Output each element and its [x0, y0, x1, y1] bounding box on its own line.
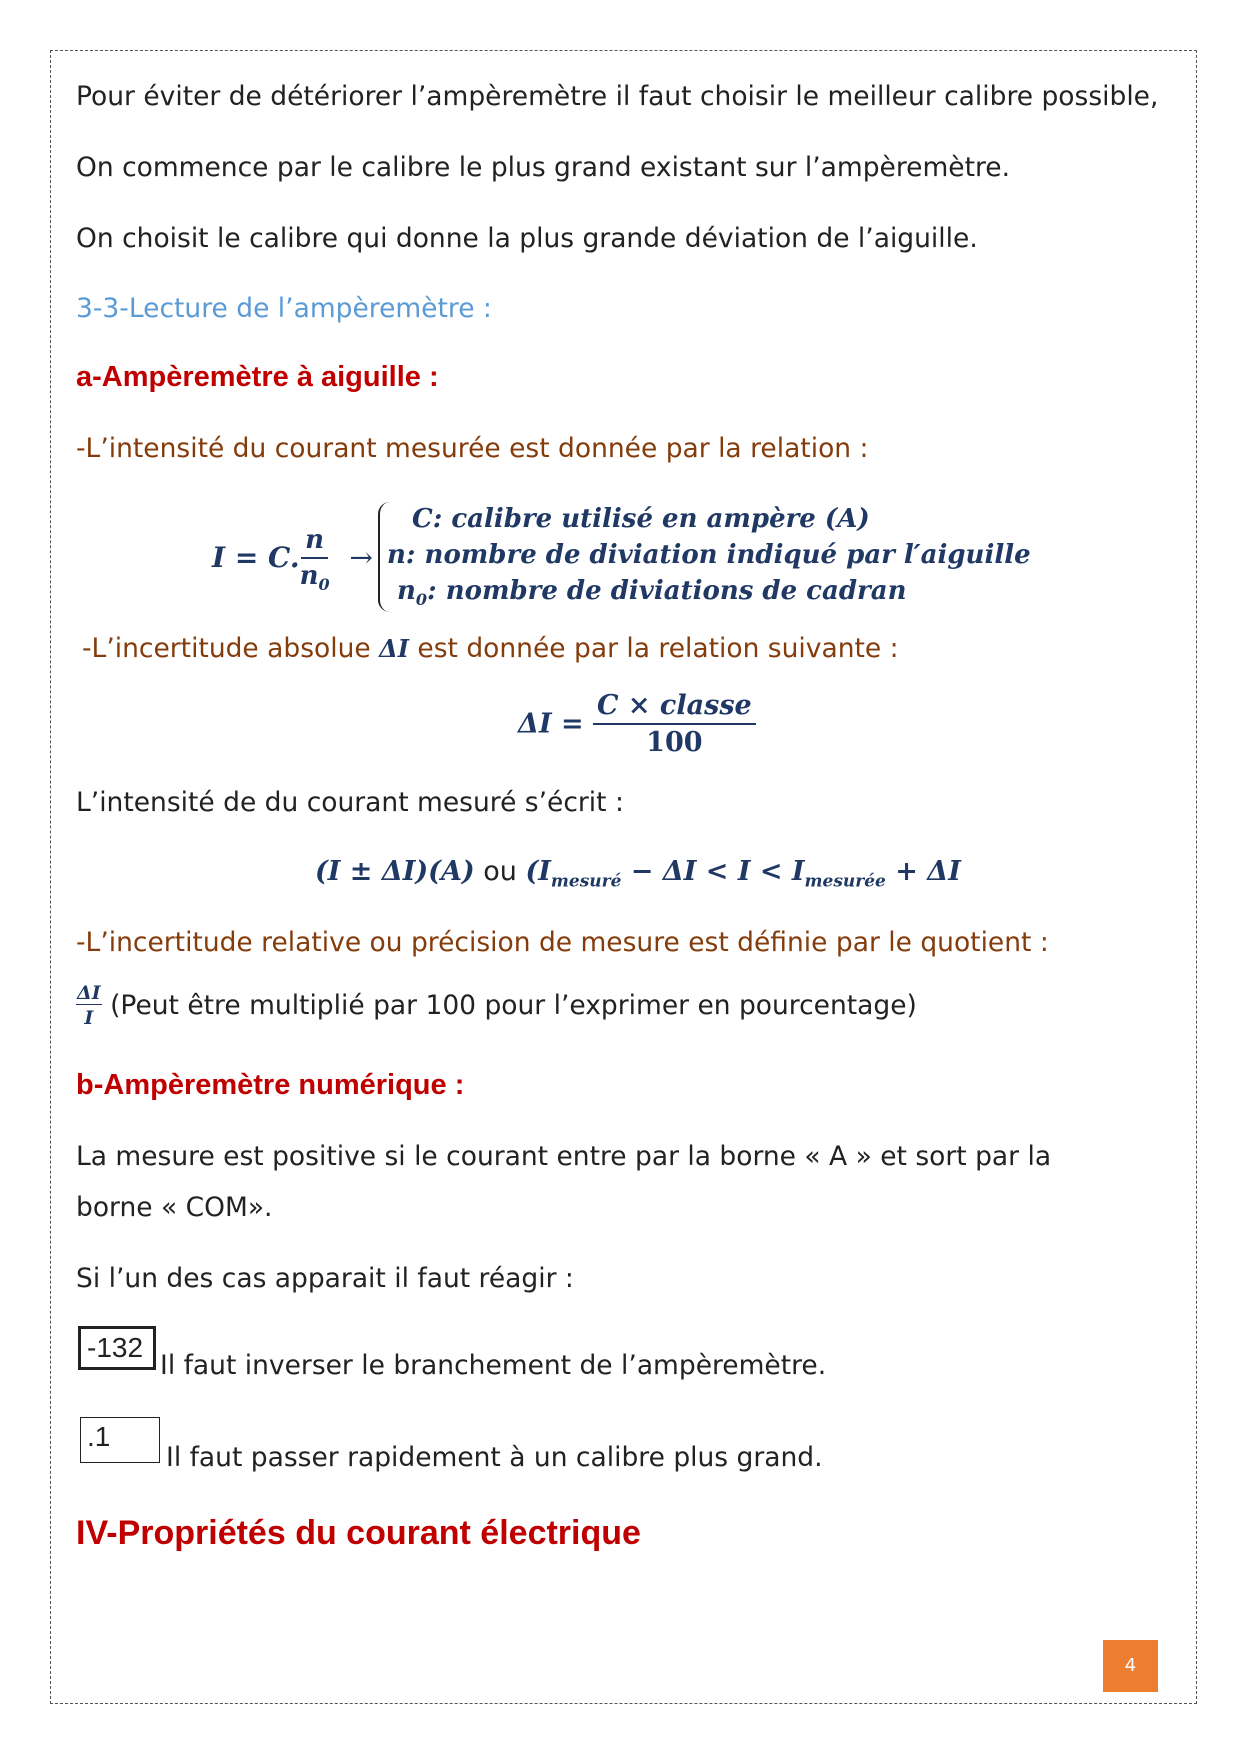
- delta-fraction: [593, 690, 756, 758]
- delta-formula: [518, 690, 756, 758]
- formula-fraction: [300, 525, 330, 594]
- paragraph-3: On choisit le calibre qui donne la plus grande déviation de l’aiguille.: [76, 223, 978, 254]
- heading-digital-ammeter: b-Ampèremètre numérique :: [76, 1069, 465, 1101]
- section-heading-3-3: 3-3-Lecture de l’ampèremètre :: [76, 293, 492, 324]
- delta-numerator: C × classe: [593, 690, 756, 725]
- uncertainty-intro: -L’incertitude absolue ΔI est donnée par la relation suivante :: [82, 633, 899, 664]
- paragraph-2: On commence par le calibre le plus grand existant sur l’ampèremètre.: [76, 152, 1011, 183]
- formula-numerator: n: [301, 525, 328, 559]
- case2-text: Il faut passer rapidement à un calibre plus grand.: [166, 1442, 823, 1473]
- digital-line-2: borne « COM».: [76, 1192, 273, 1223]
- cases-intro: Si l’un des cas apparait il faut réagir :: [76, 1263, 574, 1294]
- relative-intro: -L’incertitude relative ou précision de mesure est définie par le quotient :: [76, 927, 1049, 958]
- intensity-intro: -L’intensité du courant mesurée est donnée par la relation :: [76, 433, 869, 464]
- digital-line-1: La mesure est positive si le courant entre par la borne « A » et sort par la: [76, 1141, 1052, 1172]
- delta-lhs: ΔI =: [518, 708, 584, 740]
- section-heading-iv: IV-Propriétés du courant électrique: [76, 1514, 641, 1552]
- relative-note: (Peut être multiplié par 100 pour l’exprimer en pourcentage): [101, 990, 917, 1021]
- paragraph-1: Pour éviter de détériorer l’ampèremètre il faut choisir le meilleur calibre possible,: [76, 81, 1159, 112]
- delta-denominator: 100: [646, 727, 703, 758]
- heading-needle-ammeter: a-Ampèremètre à aiguille :: [76, 361, 439, 393]
- def-total-divisions: $n_0$: nombre de diviations de cadran: [397, 576, 907, 610]
- formula-denominator: $n_0$: [299, 561, 330, 595]
- formula-lhs: I = C.: [212, 541, 300, 575]
- case1-text: Il faut inverser le branchement de l’ampèremètre.: [160, 1350, 827, 1381]
- display-negative-reading: -132: [78, 1326, 156, 1370]
- relative-uncertainty: [76, 982, 917, 1029]
- def-calibre: C: calibre utilisé en ampère (A): [412, 504, 870, 534]
- page-number: 4: [1103, 1640, 1158, 1692]
- def-divisions: n: nombre de diviation indiqué par l′aiguille: [387, 540, 1031, 570]
- display-small-reading: .1: [80, 1417, 160, 1463]
- written-intro: L’intensité de du courant mesuré s’écrit :: [76, 787, 624, 818]
- intensity-formula: [212, 504, 1052, 610]
- relative-fraction: $\frac{\Delta I}{I}$: [77, 982, 101, 1029]
- written-formula: (I ± ΔI)(A) ou ($I_{mesuré} - \Delta I < I < I_{mesurée} + \Delta I$: [315, 856, 961, 892]
- formula-arrow: →: [349, 541, 373, 575]
